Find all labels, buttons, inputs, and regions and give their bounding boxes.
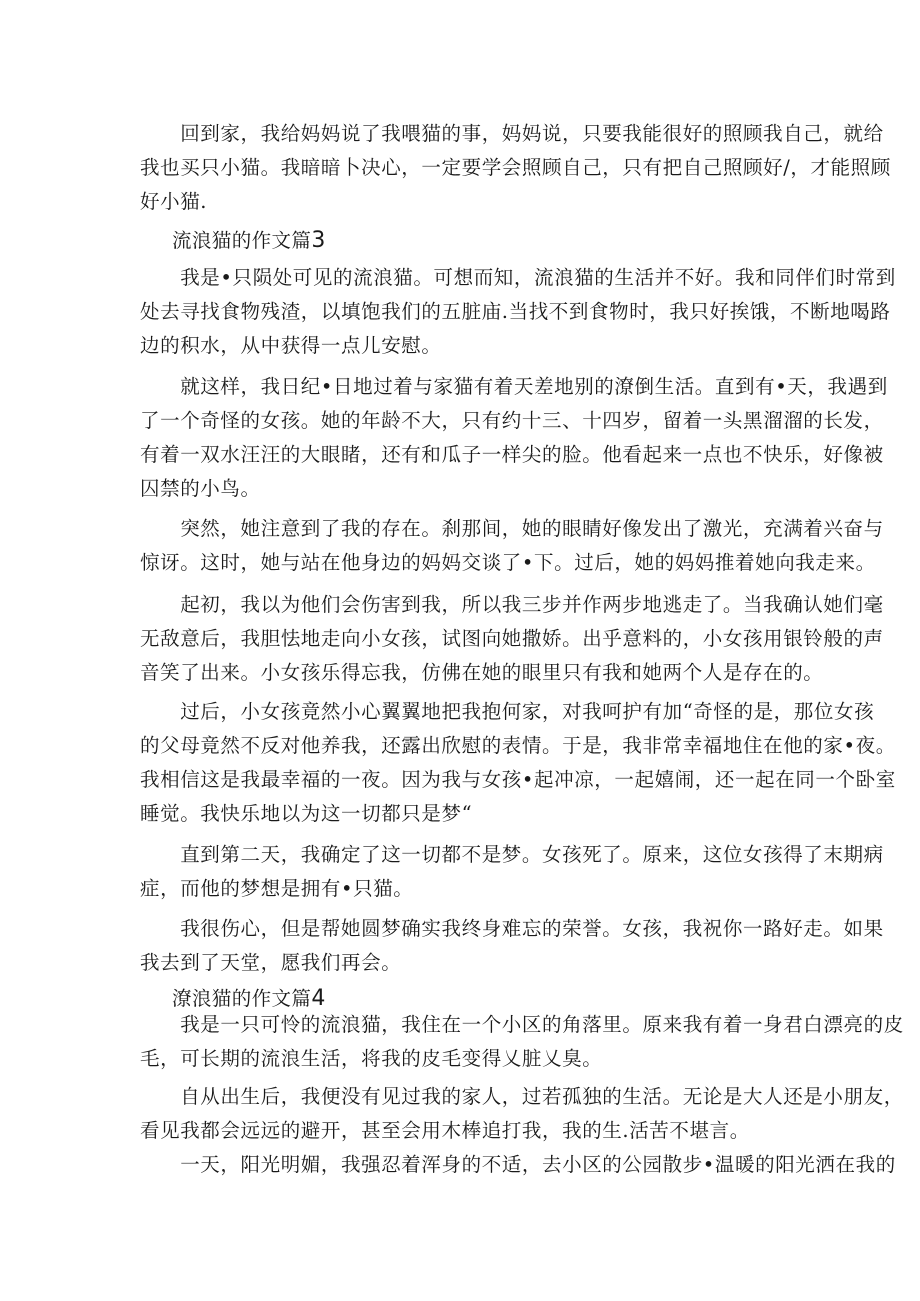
text-line: 好小猫. [140,190,208,213]
heading-number: 4 [311,986,326,1011]
text-line: 无敌意后，我胆怯地走向小女孩，试图向她撒娇。出乎意料的，小女孩用银铃般的声 [140,627,884,650]
text-line: 毛，可长期的流浪生活，将我的皮毛变得乂脏乂臭。 [140,1047,603,1070]
text-line: 我相信这是我最幸福的一夜。因为我与女孩•起冲凉，一起嬉闹，还一起在同一个卧室 [140,768,896,791]
paragraph-5 [140,588,884,690]
paragraph-1 [140,117,891,219]
text-line: 了一个奇怪的女孩。她的年龄不大，只有约十三、十四岁，留着一头黑溜溜的长发， [140,409,884,432]
text-line: 一天，阳光明媚，我强忍着浑身的不适，去小区的公园散步•温暖的阳光洒在我的 [140,1153,896,1176]
heading-text: 流浪猫的作文篇 [172,229,312,252]
text-line: 睡觉。我快乐地以为这一切都只是梦“ [140,802,473,825]
text-line: 我是•只陨处可见的流浪猫。可想而知，流浪猫的生活并不好。我和同伴们时常到 [140,266,896,289]
text-line: 直到第二天，我确定了这一切都不是梦。女孩死了。原来，这位女孩得了末期病 [140,843,884,866]
heading-number: 3 [311,228,326,253]
text-line: 症，而他的梦想是拥有•只猫。 [140,877,414,900]
text-line: 的父母竟然不反对他养我，还露出欣慰的表情。于是，我非常幸福地住在他的家•夜。 [140,734,896,757]
paragraph-11 [140,1148,896,1182]
paragraph-6 [140,695,896,831]
text-line: 有着一双水汪汪的大眼睹，还有和瓜子一样尖的脸。他看起来一点也不快乐，好像被 [140,443,884,466]
text-line: 我也买只小猫。我暗暗卜决心，一定要学会照顾自己，只有把自己照顾好/，才能照顾 [140,156,891,179]
paragraph-8 [140,912,884,980]
paragraph-10 [140,1080,904,1148]
paragraph-9 [140,1008,904,1076]
text-line: 边的积水，从中获得一点儿安慰。 [140,334,442,357]
text-line: 突然，她注意到了我的存在。刹那间，她的眼睛好像发出了激光，充满着兴奋与 [140,517,884,540]
text-line: 处去寻找食物残渣，以填饱我们的五脏庙.当找不到食物时，我只好挨饿，不断地喝路 [140,300,891,323]
text-line: 起初，我以为他们会伤害到我，所以我三步并作两步地逃走了。当我确认她们毫 [140,593,884,616]
text-line: 自从出生后，我便没有见过我的家人，过若孤独的生活。无论是大人还是小朋友， [140,1085,904,1108]
paragraph-4 [140,512,884,580]
section-heading-3 [172,226,326,256]
text-line: 看见我都会远远的避开，甚至会用木棒追打我，我的生.活苦不堪言。 [140,1119,750,1142]
paragraph-2 [140,261,896,363]
paragraph-7 [140,838,884,906]
text-line: 惊讶。这时，她与站在他身边的妈妈交谈了•下。过后，她的妈妈推着她向我走来。 [140,551,876,574]
text-line: 我去到了天堂，愿我们再会。 [140,951,402,974]
text-line: 我是一只可怜的流浪猫，我住在一个小区的角落里。原来我有着一身君白漂亮的皮 [140,1013,904,1036]
paragraph-3 [140,370,888,506]
text-line: 音笑了出来。小女孩乐得忘我，仿佛在她的眼里只有我和她两个人是存在的。 [140,661,824,684]
heading-text: 潦浪猫的作文篇 [172,987,312,1010]
text-line: 囚禁的小鸟。 [140,477,261,500]
text-line: 过后，小女孩竟然小心翼翼地把我抱何家，对我呵护有加“奇怪的是，那位女孩 [140,700,875,723]
text-line: 我很伤心，但是帮她圆梦确实我终身难忘的荣誉。女孩，我祝你一路好走。如果 [140,917,884,940]
text-line: 就这样，我日纪•日地过着与家猫有着天差地别的潦倒生活。直到有•天，我遇到 [140,375,888,398]
text-line: 回到家，我给妈妈说了我喂猫的事，妈妈说，只要我能很好的照顾我自己，就给 [140,122,884,145]
